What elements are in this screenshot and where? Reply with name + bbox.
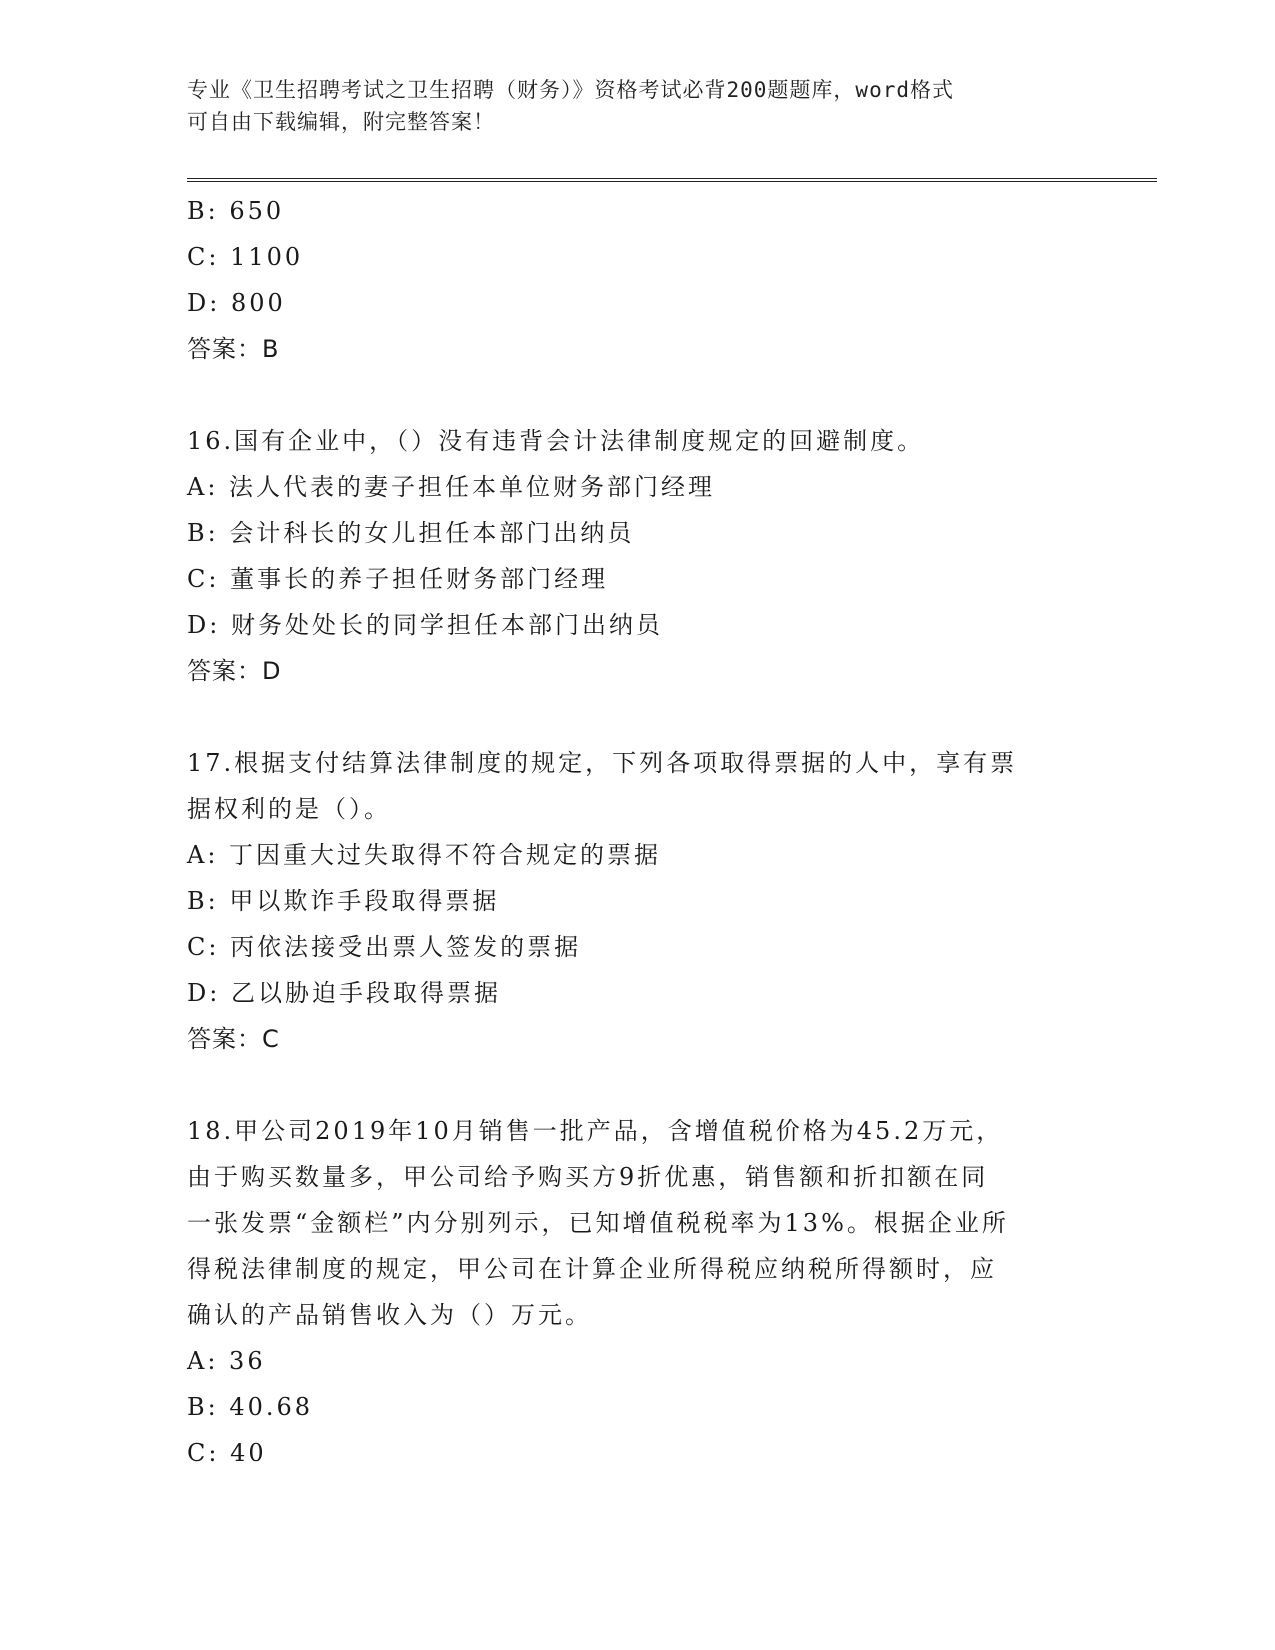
option-a: A: 法人代表的妻子担任本单位财务部门经理 xyxy=(187,473,716,501)
spacer xyxy=(187,1062,1087,1108)
spacer xyxy=(187,694,1087,740)
question-17 xyxy=(187,740,1087,1062)
question-15-tail xyxy=(187,188,1087,372)
option-c: C: 丙依法接受出票人签发的票据 xyxy=(187,933,582,961)
option-c: C: 40 xyxy=(187,1439,267,1467)
option-a: A: 36 xyxy=(187,1347,266,1375)
option-b: B: 甲以欺诈手段取得票据 xyxy=(187,887,500,915)
question-list xyxy=(187,188,1087,1476)
option-c: C: 董事长的养子担任财务部门经理 xyxy=(187,565,609,593)
option-b: B: 650 xyxy=(187,197,285,225)
option-d: D: 800 xyxy=(187,289,286,317)
header-title-line-2: 可自由下载编辑，附完整答案！ xyxy=(187,110,495,134)
option-b: B: 40.68 xyxy=(187,1393,314,1421)
header-divider xyxy=(187,178,1157,182)
spacer xyxy=(187,372,1087,418)
document-header xyxy=(187,74,1067,138)
header-title-line-1: 专业《卫生招聘考试之卫生招聘（财务）》资格考试必背200题题库，word格式 xyxy=(187,78,954,102)
question-stem-line-3: 一张发票“金额栏”内分别列示，已知增值税税率为13%。根据企业所 xyxy=(187,1209,1009,1237)
question-stem-line-5: 确认的产品销售收入为（）万元。 xyxy=(187,1301,592,1329)
question-stem-line-1: 18.甲公司2019年10月销售一批产品，含增值税价格为45.2万元， xyxy=(187,1117,1004,1145)
answer: 答案：C xyxy=(187,1025,280,1053)
question-stem-line-4: 得税法律制度的规定，甲公司在计算企业所得税应纳税所得额时，应 xyxy=(187,1255,997,1283)
option-d: D: 乙以胁迫手段取得票据 xyxy=(187,979,501,1007)
option-d: D: 财务处处长的同学担任本部门出纳员 xyxy=(187,611,663,639)
question-18 xyxy=(187,1108,1087,1476)
question-16 xyxy=(187,418,1087,694)
question-stem: 16.国有企业中，（）没有违背会计法律制度规定的回避制度。 xyxy=(187,427,925,455)
answer: 答案：B xyxy=(187,335,280,363)
answer: 答案：D xyxy=(187,657,282,685)
question-stem-line-2: 由于购买数量多，甲公司给予购买方9折优惠，销售额和折扣额在同 xyxy=(187,1163,989,1191)
option-a: A: 丁因重大过失取得不符合规定的票据 xyxy=(187,841,662,869)
question-stem-line-1: 17.根据支付结算法律制度的规定，下列各项取得票据的人中，享有票 xyxy=(187,749,1018,777)
option-c: C: 1100 xyxy=(187,243,304,271)
question-stem-line-2: 据权利的是（）。 xyxy=(187,795,391,823)
option-b: B: 会计科长的女儿担任本部门出纳员 xyxy=(187,519,635,547)
